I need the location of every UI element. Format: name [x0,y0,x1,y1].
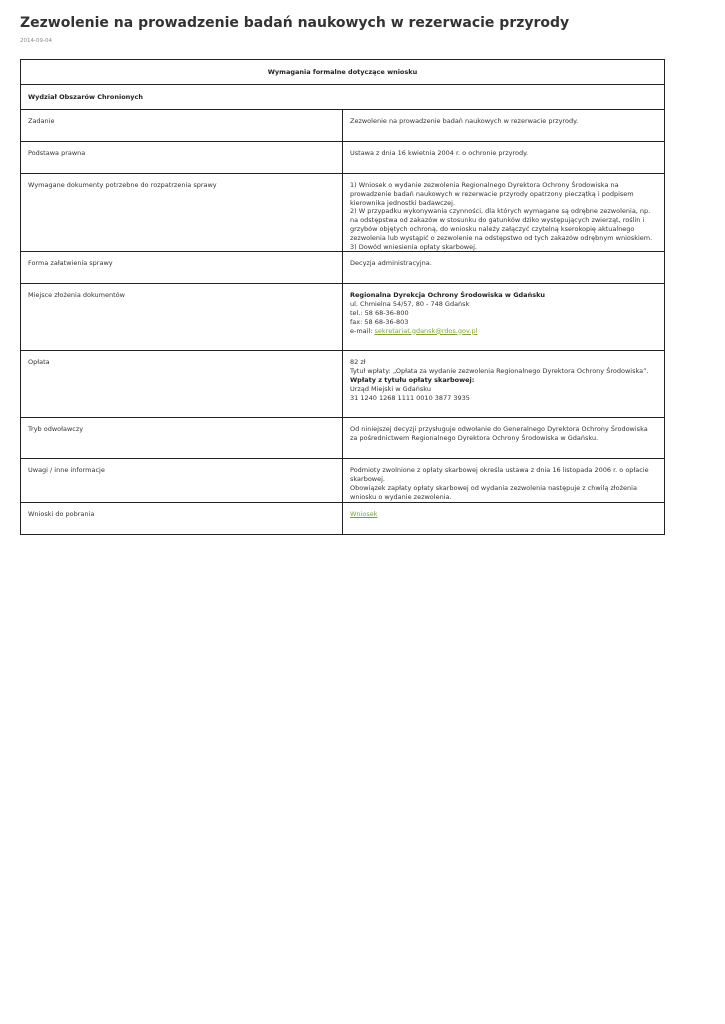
office-email-line [350,327,657,336]
row-label: Zadanie [21,110,343,142]
row-value [343,502,665,534]
office-phone: tel.: 58 68-36-800 [350,308,409,317]
page-title: Zezwolenie na prowadzenie badań naukowych w rezerwacie przyrody [20,15,570,31]
fee-office: Urząd Miejski w Gdańsku [350,384,431,393]
document-item-1: 1) Wniosek o wydanie zezwolenia Regionalnego Dyrektora Ochrony Środowiska na prowadzenie badań naukowych w rezerwacie przyrody opatrzony pieczątką i podpisem kierownika jednostki badawczej. [350,181,634,207]
row-value: Zezwolenie na prowadzenie badań naukowych w rezerwacie przyrody. [343,110,665,142]
section-title: Wydział Obszarów Chronionych [21,85,665,110]
download-application-link[interactable]: Wniosek [350,509,378,518]
row-label: Tryb odwoławczy [21,418,343,459]
email-prefix: e-mail: [350,326,375,335]
office-address: ul. Chmielna 54/57, 80 - 748 Gdańsk [350,300,470,309]
table-header: Wymagania formalne dotyczące wniosku [21,60,665,85]
row-label: Uwagi / inne informacje [21,459,343,502]
document-item-3: 3) Dowód wniesienia opłaty skarbowej. [350,242,477,251]
table-row-miejsce-zlozenia [21,284,665,351]
table-row-oplata [21,351,665,418]
table-row-forma-zalatwienia [21,252,665,284]
table-row-uwagi [21,459,665,502]
fee-account-number: 31 1240 1268 1111 0010 3877 3935 [350,393,470,402]
row-label: Forma załatwienia sprawy [21,252,343,284]
requirements-table [20,59,665,535]
table-row-wnioski-do-pobrania [21,502,665,534]
office-name: Regionalna Dyrekcja Ochrony Środowiska w Gdańsku [350,291,546,300]
table-header-row [21,60,665,85]
table-row-podstawa-prawna [21,142,665,174]
row-label: Opłata [21,351,343,418]
email-link[interactable]: sekretariat.gdansk@rdos.gov.pl [374,326,478,335]
document-item-2: 2) W przypadku wykonywania czynności, dla których wymagane są odrębne zezwolenia, np. na odstępstwa od zakazów w stosunku do gatunków dziko występujących zwierząt, roślin i grzybów objętych ochroną, do wniosku należy załączyć czytelną kserokopię aktualnego zezwolenia lub wystąpić o zezwolenie na odstępstwo od tych zakazów odrębnym wnioskiem. [350,207,653,242]
table-row-zadanie [21,110,665,142]
note-line-1: Podmioty zwolnione z opłaty skarbowej określa ustawa z dnia 16 listopada 2006 r. o opłacie skarbowej. [350,466,649,484]
row-label: Wymagane dokumenty potrzebne do rozpatrzenia sprawy [21,174,343,252]
row-value [343,174,665,252]
table-row-wymagane-dokumenty [21,174,665,252]
section-row [21,85,665,110]
row-label: Podstawa prawna [21,142,343,174]
row-label: Miejsce złożenia dokumentów [21,284,343,351]
row-value: Decyzja administracyjna. [343,252,665,284]
fee-title: Tytuł wpłaty: „Opłata za wydanie zezwolenia Regionalnego Dyrektora Ochrony Środowiska”. [350,367,649,376]
row-label: Wnioski do pobrania [21,502,343,534]
fee-amount: 82 zł [350,358,366,367]
page-date: 2014-09-04 [20,38,52,44]
table-row-tryb-odwolawczy [21,418,665,459]
row-value [343,459,665,502]
row-value: Ustawa z dnia 16 kwietnia 2004 r. o ochronie przyrody. [343,142,665,174]
row-value: Od niniejszej decyzji przysługuje odwołanie do Generalnego Dyrektora Ochrony Środowiska za pośrednictwem Regionalnego Dyrektora Ochrony Środowiska w Gdańsku. [343,418,665,459]
office-fax: fax: 58 68-36-803 [350,317,409,326]
note-line-2: Obowiązek zapłaty opłaty skarbowej od wydania zezwolenia następuje z chwilą złożenia wniosku o wydanie zezwolenia. [350,483,637,501]
fee-payments-heading: Wpłaty z tytułu opłaty skarbowej: [350,375,475,384]
row-value [343,351,665,418]
row-value [343,284,665,351]
